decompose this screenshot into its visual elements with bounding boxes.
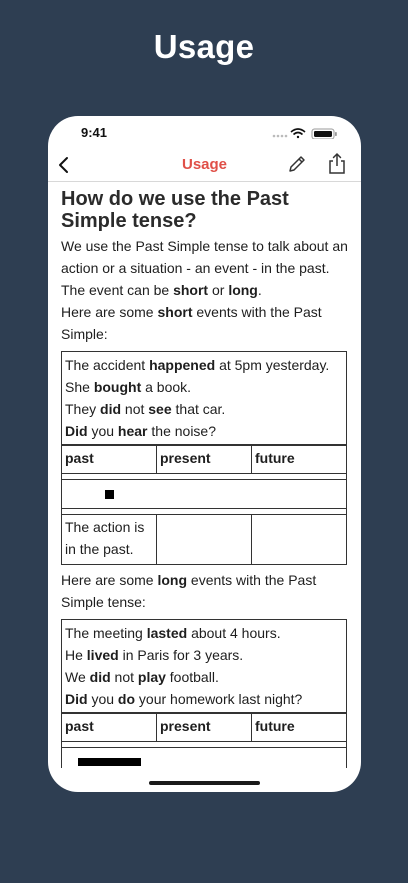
promo-title: Usage — [153, 28, 255, 65]
timeline-present-header: present — [157, 446, 252, 474]
timeline-header-table — [61, 713, 347, 742]
nav-bar — [48, 148, 361, 182]
example-line: The meeting lasted about 4 hours. — [65, 625, 281, 641]
short-event-description: The action is in the past. — [62, 515, 157, 565]
empty-cell — [157, 515, 252, 565]
signal-icon — [273, 135, 288, 138]
usage-content[interactable] — [61, 184, 349, 768]
example-line: We did not play football. — [65, 669, 219, 685]
intro-paragraph: We use the Past Simple tense to talk about an action or a situation - an event - in the past. — [61, 238, 348, 276]
timeline-description-table — [61, 514, 347, 565]
short-examples-box — [61, 351, 347, 445]
wifi-icon — [291, 129, 305, 138]
edit-button[interactable] — [286, 153, 308, 175]
short-events-intro: Here are some short events with the Past Simple: — [61, 304, 322, 342]
long-event-marker — [78, 758, 141, 766]
empty-cell — [252, 515, 347, 565]
timeline-past-header: past — [62, 446, 157, 474]
timeline-past-header: past — [62, 714, 157, 742]
example-line: They did not see that car. — [65, 401, 226, 417]
share-icon — [326, 152, 348, 176]
long-examples-box — [61, 619, 347, 713]
example-line: She bought a book. — [65, 379, 192, 395]
phone-screen — [48, 116, 361, 792]
pencil-icon — [286, 153, 308, 175]
share-button[interactable] — [326, 152, 348, 176]
long-events-intro: Here are some long events with the Past Simple tense: — [61, 572, 317, 610]
example-line: He lived in Paris for 3 years. — [65, 647, 244, 663]
short-event-timeline — [61, 479, 347, 509]
long-event-timeline — [61, 747, 347, 768]
home-indicator[interactable] — [149, 781, 260, 785]
example-line: Did you do your homework last night? — [65, 691, 303, 707]
intro-short-long: The event can be short or long. — [61, 282, 262, 298]
page-heading: How do we use the Past Simple tense? — [61, 188, 289, 232]
timeline-future-header: future — [252, 446, 347, 474]
short-event-marker — [105, 490, 114, 499]
timeline-present-header: present — [157, 714, 252, 742]
status-bar — [48, 116, 361, 148]
battery-icon — [312, 129, 337, 139]
status-icons — [271, 126, 341, 138]
timeline-future-header: future — [252, 714, 347, 742]
example-line: The accident happened at 5pm yesterday. — [65, 357, 330, 373]
nav-title: Usage — [181, 156, 228, 173]
example-line: Did you hear the noise? — [65, 423, 216, 439]
timeline-header-table — [61, 445, 347, 474]
status-time: 9:41 — [81, 125, 108, 140]
